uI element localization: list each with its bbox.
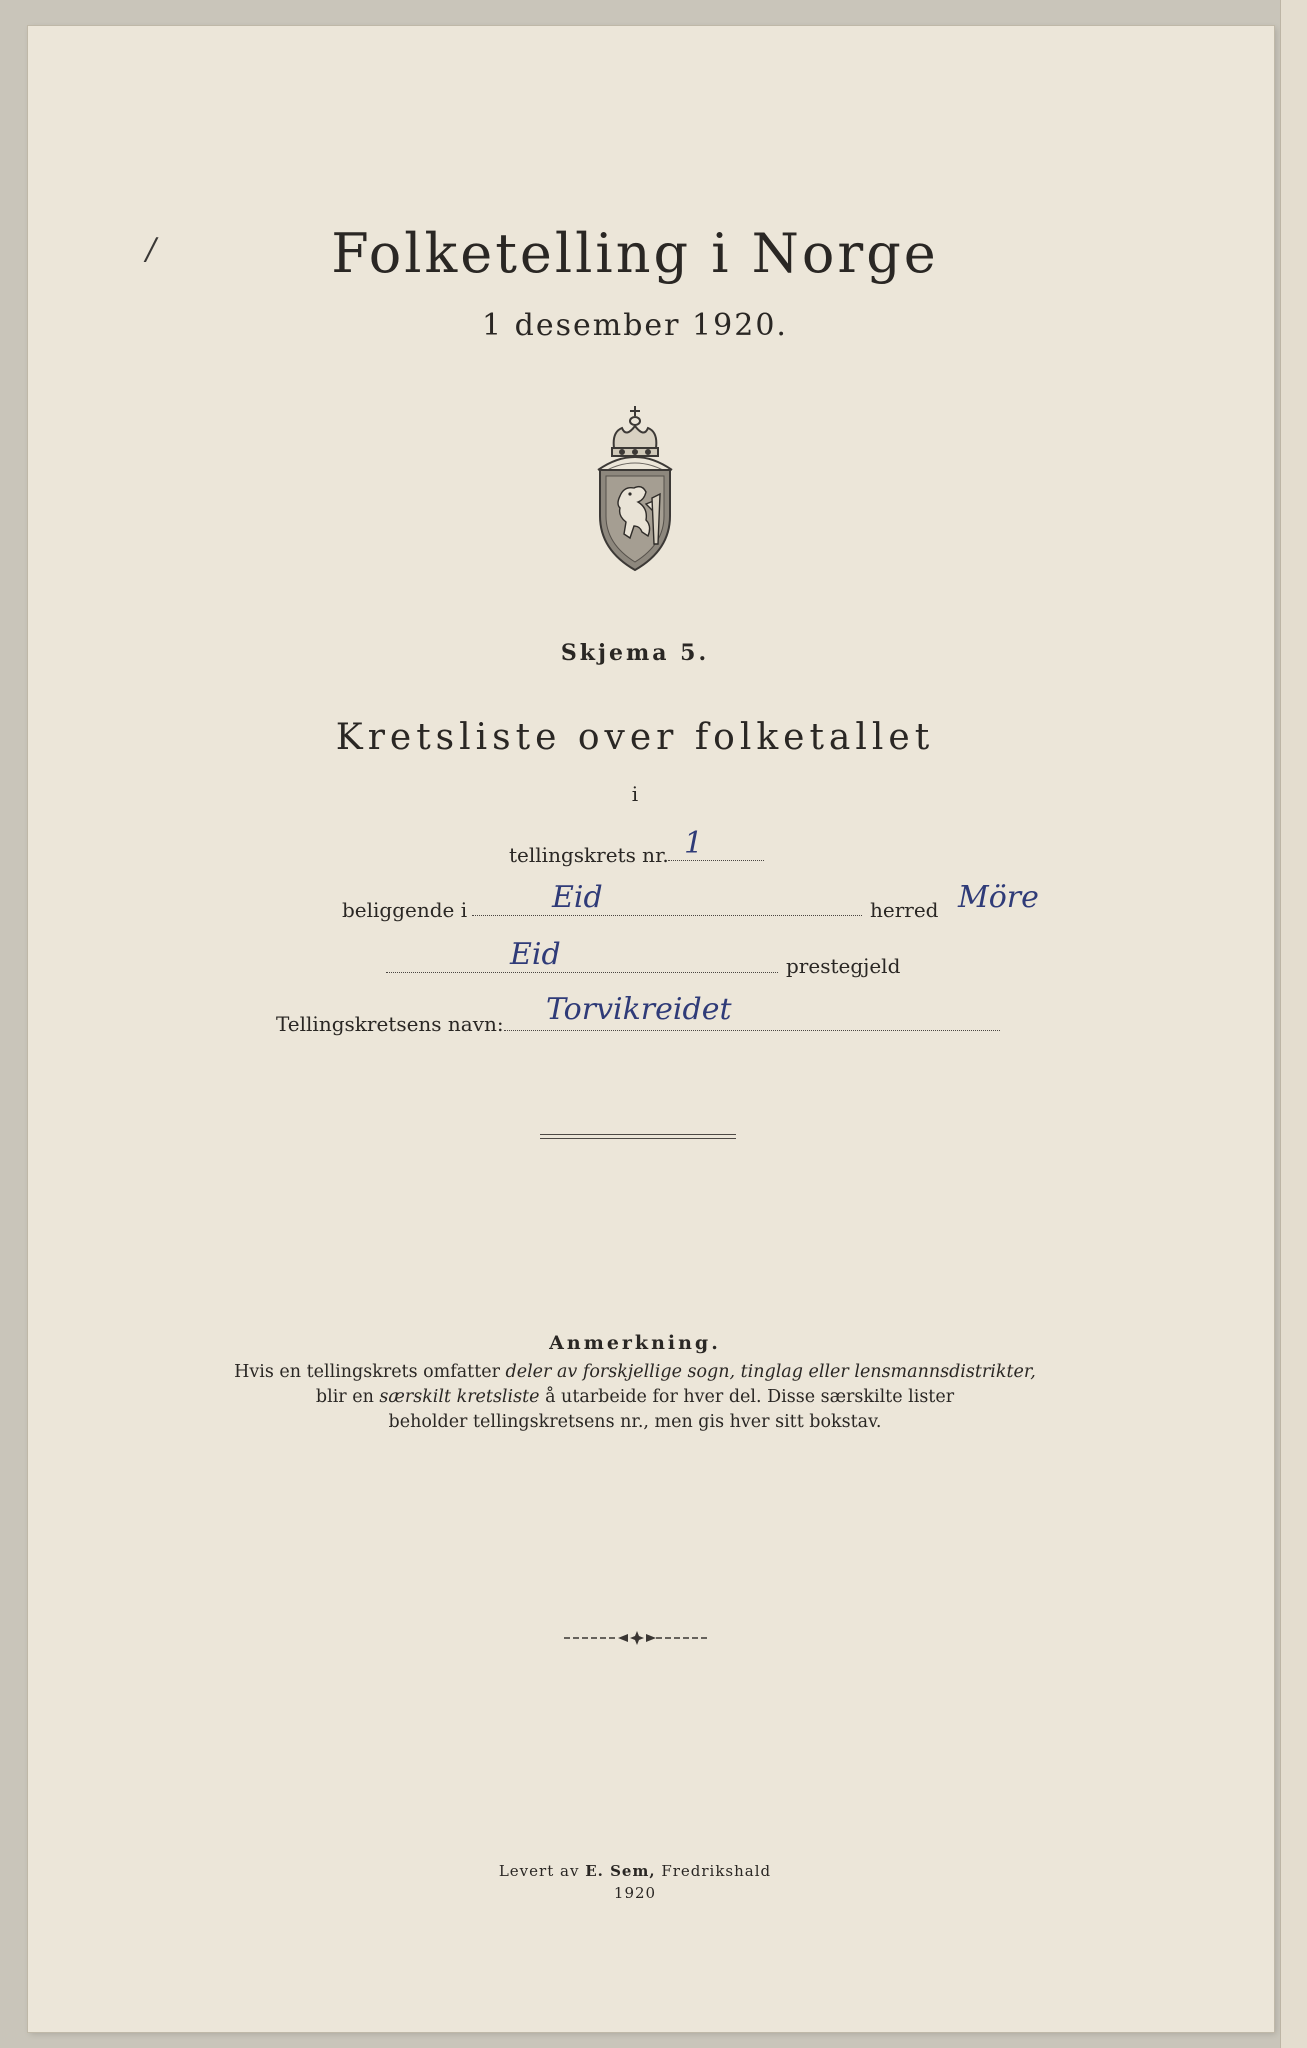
census-date: 1 desember 1920. bbox=[482, 308, 788, 343]
tellingskrets-value: 1 bbox=[684, 826, 704, 861]
form-heading: Kretsliste over folketallet bbox=[335, 717, 935, 758]
note-line-1: Hvis en tellingskrets omfatter deler av forskjellige sogn, tinglag eller lensmannsdistrikter, bbox=[234, 1362, 1036, 1382]
page-mark: / bbox=[146, 232, 157, 267]
printer-imprint bbox=[0, 1860, 1270, 1904]
note-line-3: beholder tellingskretsens nr., men gis hver sitt bokstav. bbox=[388, 1412, 882, 1432]
tellingskrets-field bbox=[668, 834, 764, 861]
prestegjeld-label: prestegjeld bbox=[786, 954, 901, 978]
printer-line: Levert av E. Sem, Fredrikshald bbox=[498, 1862, 772, 1880]
beliggende-field bbox=[472, 889, 862, 916]
ornament-divider-icon bbox=[562, 1630, 712, 1646]
page-title: Folketelling i Norge bbox=[331, 222, 939, 285]
schema-number: Skjema 5. bbox=[560, 640, 710, 666]
beliggende-label: beliggende i bbox=[342, 898, 468, 922]
note-title: Anmerkning. bbox=[549, 1332, 721, 1354]
note-line-2: blir en særskilt kretsliste å utarbeide for hver del. Disse særskilte lister bbox=[315, 1387, 955, 1407]
connector-text: i bbox=[631, 782, 639, 806]
norwegian-coat-of-arms-icon bbox=[590, 404, 680, 572]
herred-label: herred bbox=[870, 898, 939, 922]
navn-value: Torvikreidet bbox=[546, 992, 732, 1027]
navn-label: Tellingskretsens navn: bbox=[276, 1012, 504, 1036]
prestegjeld-field bbox=[386, 946, 778, 973]
beliggende-value: Eid bbox=[552, 880, 603, 915]
note-text bbox=[180, 1360, 1090, 1435]
prestegjeld-value: Eid bbox=[510, 937, 561, 972]
section-divider bbox=[540, 1134, 736, 1139]
tellingskrets-label: tellingskrets nr. bbox=[509, 843, 669, 867]
herred-value: Möre bbox=[958, 880, 1039, 915]
printer-year: 1920 bbox=[613, 1884, 657, 1902]
